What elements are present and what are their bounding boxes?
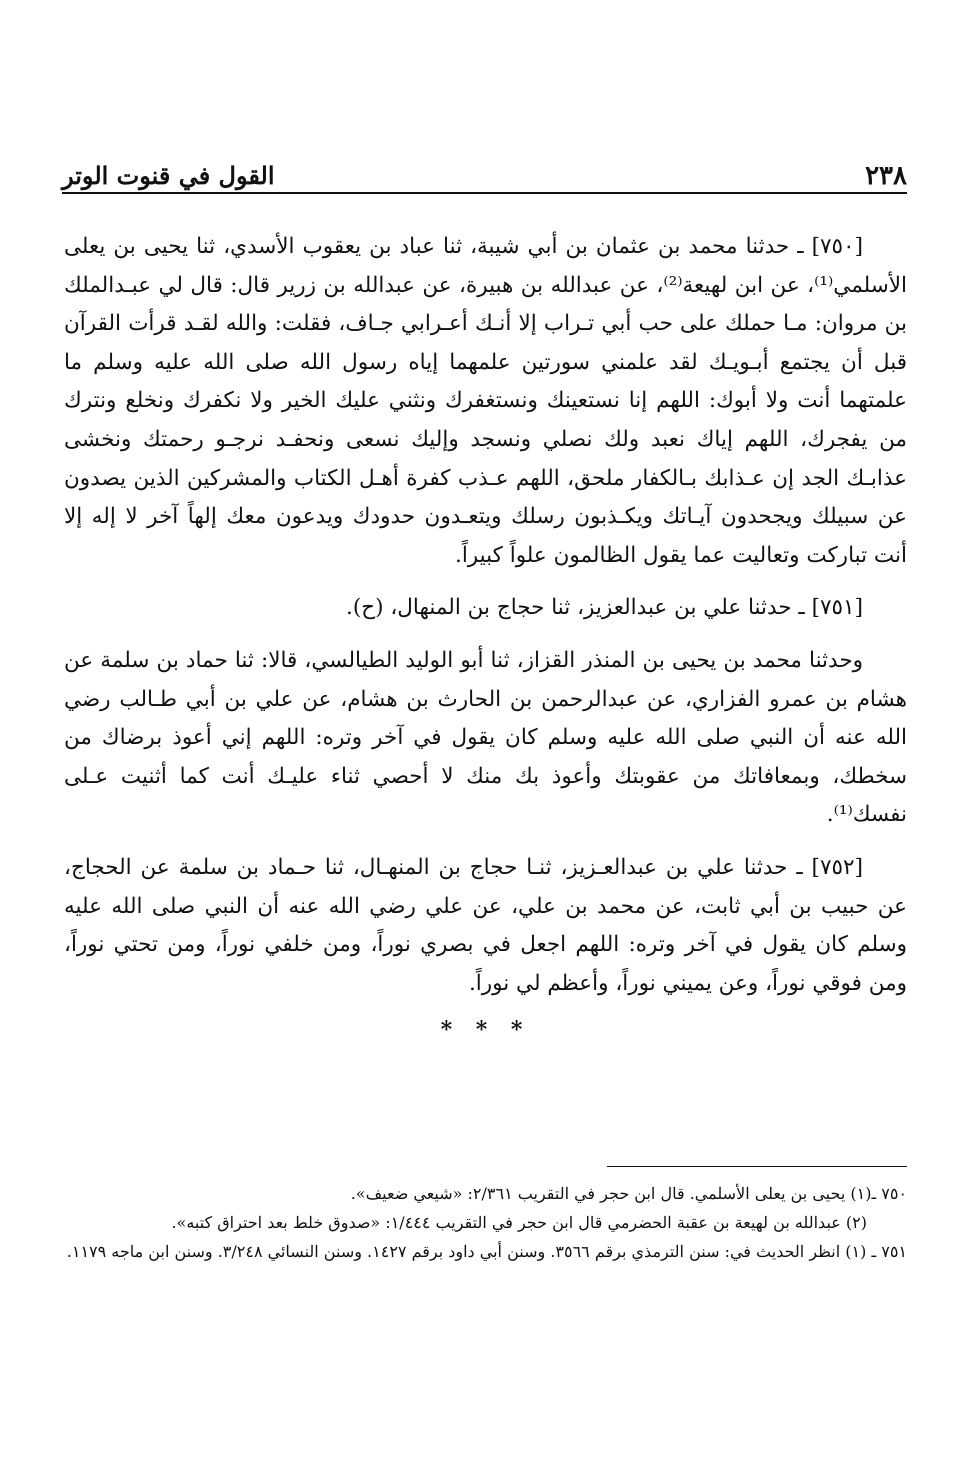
hadith-751: [64, 589, 907, 628]
hadith-number: [٧٥٠]: [811, 234, 863, 259]
hadith-number: [٧٥١]: [811, 595, 863, 621]
hadith-751-continuation: وحدثنا محمد بن يحيى بن المنذر القزاز، ثنا أبو الوليد الطيالسي، قالا: ثنا حماد بن سلمة عن هشام بن عمرو الفزاري، عن عبدالرحمن بن الحارث بن هشام، عن علي بن أبي طـالب رضي الله عنه أن النبي صلى الله عليه وسلم كان يقول في آخر وتره: اللهم إني أعوذ برضاك من سخطك، وبمعافاتك من عقوبتك وأعوذ بك منك لا أحصي ثناء عليـك أنت كما أثنيت عـلى نفسك⁽¹⁾.: [64, 647, 907, 828]
hadith-text: ـ حدثنا علي بن عبدالعزيز، ثنا حجاج بن المنهال، (ح).: [346, 595, 805, 621]
hadith-text: ـ حدثنا علي بن عبدالعـزيز، ثنـا حجاج بن المنهـال، ثنا حـماد بن سلمة عن الحجاج، عن حبيب بن أبي ثابت، عن محمد بن علي، عن علي رضي الله عنه أن النبي صلى الله عليه وسلم كان يقول في آخر وتره: اللهم اجعل في بصري نوراً، ومن خلفي نوراً، ومن تحتي نوراً، ومن فوقي نوراً، وعن يميني نوراً، وأعظم لي نوراً.: [64, 854, 907, 996]
footnote-rule: [607, 1166, 907, 1167]
hadith-number: [٧٥٢]: [811, 854, 863, 880]
hadith-752: [64, 849, 907, 1003]
footnote: ٧٥٠ ـ(١) يحيى بن يعلى الأسلمي. قال ابن حجر في التقريب ٢/٣٦١: «شيعي ضعيف».: [350, 1184, 907, 1203]
section-separator: * * *: [440, 1017, 531, 1044]
page-number: ٢٣٨: [865, 161, 907, 191]
page-header: [62, 158, 907, 194]
hadith-750: [64, 228, 907, 575]
footnotes: [64, 1180, 907, 1267]
footnote: (٢) عبدالله بن لهيعة بن عقبة الحضرمي قال ابن حجر في التقريب ١/٤٤٤: «صدوق خلط بعد احتراق كتبه».: [171, 1213, 867, 1232]
running-title: القول في قنوت الوتر: [62, 161, 275, 190]
main-text: [64, 228, 907, 1050]
hadith-text: ـ حدثنا محمد بن عثمان بن أبي شيبة، ثنا عباد بن يعقوب الأسدي، ثنا يحيى بن يعلى الأسلمي⁽¹⁾، عن ابن لهيعة⁽²⁾، عن عبدالله بن هبيرة، عن عبدالله بن زرير قال: قال لي عبـدالملك بن مروان: مـا حملك على حب أبي تـراب إلا أنـك أعـرابي جـاف، فقلت: والله لقـد قرأت القرآن قبل أن يجتمع أبـويـك لقد علمني سورتين علمهما إياه رسول الله صلى الله عليه وسلم ما علمتهما أنت ولا أبوك: اللهم إنا نستعينك ونستغفرك ونثني عليك الخير ولا نكفرك ونخلع ونترك من يفجرك، اللهم إياك نعبد ولك نصلي ونسجد وإليك نسعى ونحفـد نرجـو رحمتك ونخشى عذابـك الجد إن عـذابك بـالكفار ملحق، اللهم عـذب كفرة أهـل الكتاب والمشركين الذين يصدون عن سبيلك ويجحدون آيـاتك ويكـذبون رسلك ويتعـدون حدودك ويدعون معك إلهاً آخر لا إله إلا أنت تباركت وتعاليت عما يقول الظالمون علواً كبيراً.: [64, 234, 907, 568]
footnote: ٧٥١ ـ (١) انظر الحديث في: سنن الترمذي برقم ٣٥٦٦. وسنن أبي داود برقم ١٤٢٧. وسنن النسائي ٣/٢٤٨. وسنن ابن ماجه ١١٧٩.: [66, 1242, 907, 1261]
